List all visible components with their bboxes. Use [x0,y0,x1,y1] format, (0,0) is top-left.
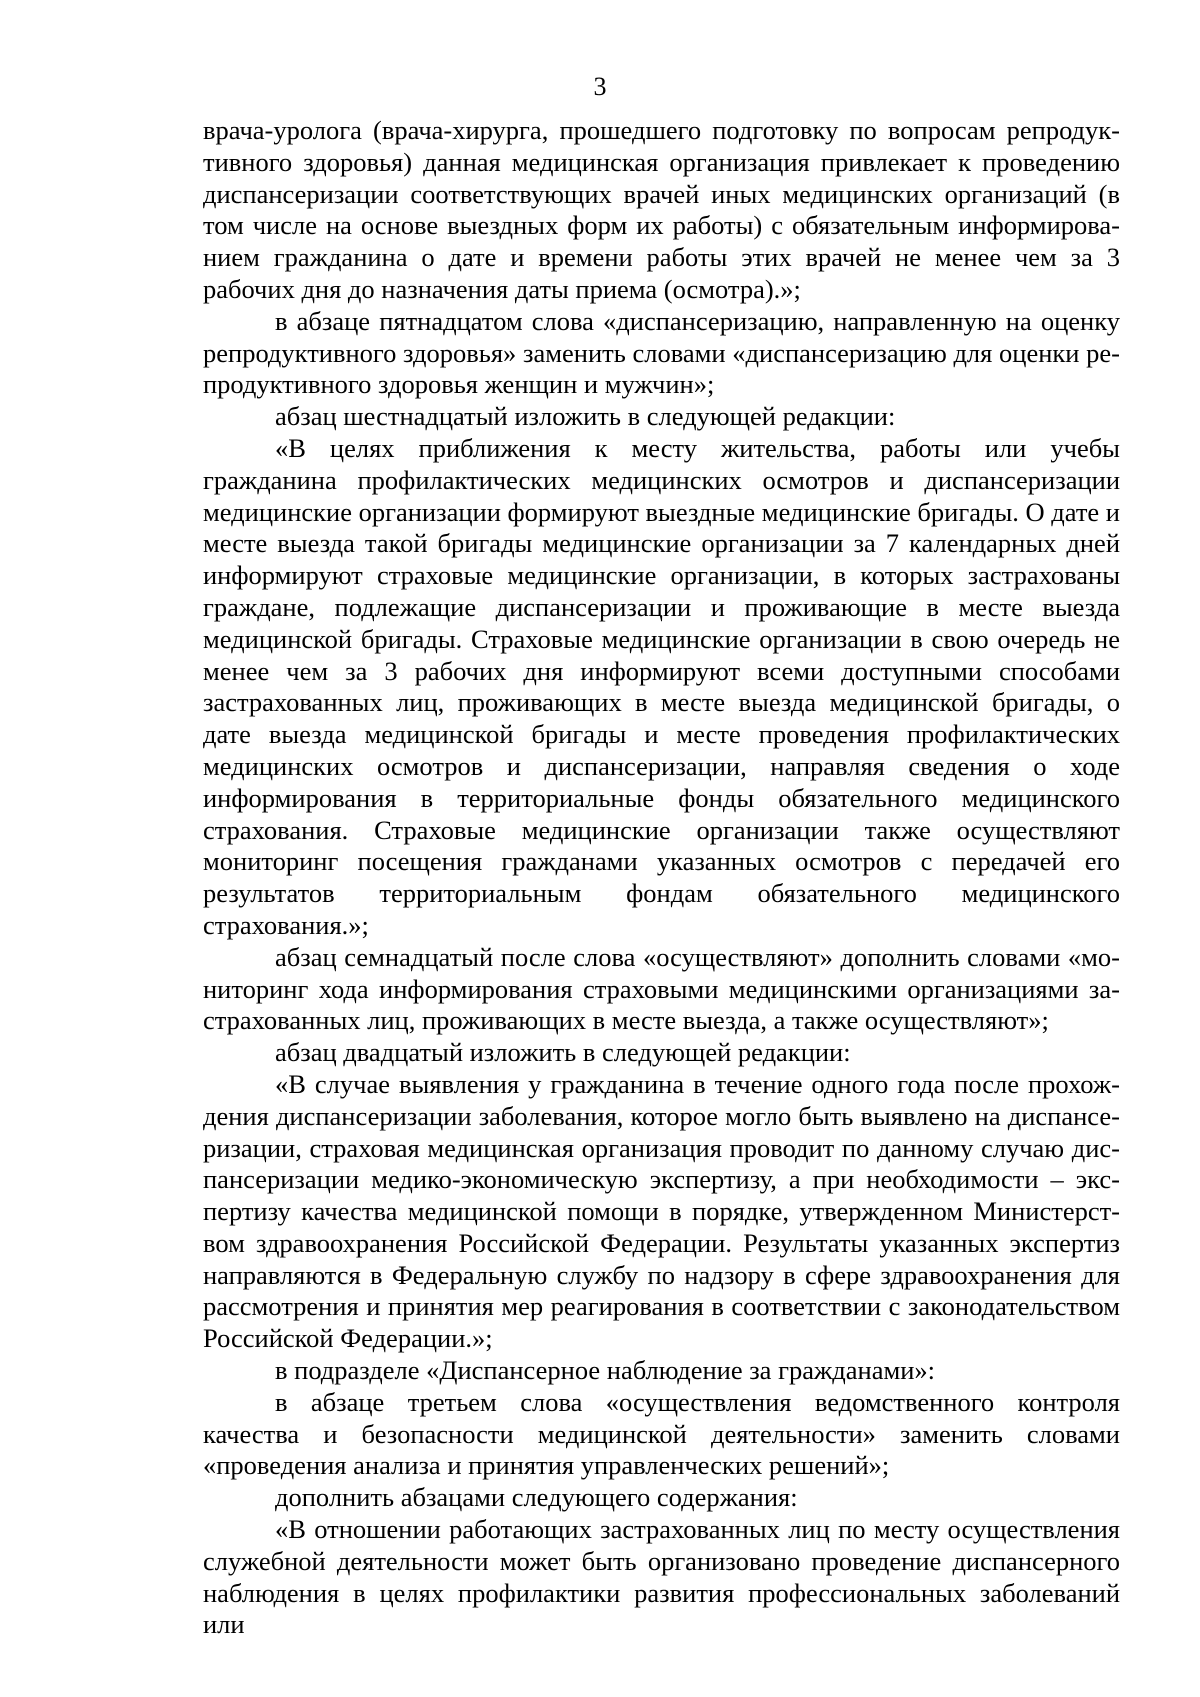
paragraph-11: «В отношении работающих застрахованных лиц по месту осуществления служебной деятельности может быть организовано проведение диспансерного наблюдения в целях профилактики развития профессиональных заболеваний или [203,1514,1120,1640]
paragraph-2: в абзаце пятнадцатом слова «диспансеризацию, направленную на оценку репродуктивного здоровья» заменить словами «диспансеризацию для оценки репродуктивного здоровья женщин и мужчин»; [203,305,1120,400]
paragraph-7: «В случае выявления у гражданина в течение одного года после прохождения диспансеризации заболевания, которое могло быть выявлено на диспансеризации, страховая медицинская организация проводит по данному случаю диспансеризации медико-экономическую экспертизу, а при необходимости – экспертизу качества медицинской помощи в порядке, утвержденном Министерством здравоохранения Российской Федерации. Результаты указанных экспертиз направляются в Федеральную службу по надзору в сфере здравоохранения для рассмотрения и принятия мер реагирования в соответствии с законодательством Российской Федерации.»; [203,1068,1120,1354]
paragraph-8: в подразделе «Диспансерное наблюдение за гражданами»: [275,1355,936,1386]
paragraph-9: в абзаце третьем слова «осуществления ведомственного контроля качества и безопасности медицинской деятельности» заменить словами «проведения анализа и принятия управленческих решений»; [203,1386,1120,1481]
document-body [203,115,1120,1641]
paragraph-3: абзац шестнадцатый изложить в следующей редакции: [275,401,896,432]
paragraph-4: «В целях приближения к месту жительства, работы или учебы гражданина профилактических медицинских осмотров и диспансеризации медицинские организации формируют выездные медицинские бригады. О дате и месте выезда такой бригады медицинские организации за 7 календарных дней информируют страховые медицинские организации, в которых застрахованы граждане, подлежащие диспансеризации и проживающие в месте выезда медицинской бригады. Страховые медицинские организации в свою очередь не менее чем за 3 рабочих дня информируют всеми доступными способами застрахованных лиц, проживающих в месте выезда медицинской бригады, о дате выезда медицинской бригады и месте проведения профилактических медицинских осмотров и диспансеризации, направляя сведения о ходе информирования в территориальные фонды обязательного медицинского страхования. Страховые медицинские организации также осуществляют мониторинг посещения гражданами указанных осмотров с передачей его результатов территориальным фондам обязательного медицинского страхования.»; [203,432,1120,940]
paragraph-1: врача-уролога (врача-хирурга, прошедшего подготовку по вопросам репродуктивного здоровья) данная медицинская организация привлекает к проведению диспансеризации соответствующих врачей иных медицинских организаций (в том числе на основе выездных форм их работы) с обязательным информированием гражданина о дате и времени работы этих врачей не менее чем за 3 рабочих дня до назначения даты приема (осмотра).»; [203,115,1120,304]
page-number: 3 [593,72,607,101]
paragraph-6: абзац двадцатый изложить в следующей редакции: [275,1037,851,1068]
paragraph-10: дополнить абзацами следующего содержания: [275,1482,798,1513]
paragraph-5: абзац семнадцатый после слова «осуществляют» дополнить словами «мониторинг хода информирования страховыми медицинскими организациями застрахованных лиц, проживающих в месте выезда, а также осуществляют»; [203,941,1120,1036]
